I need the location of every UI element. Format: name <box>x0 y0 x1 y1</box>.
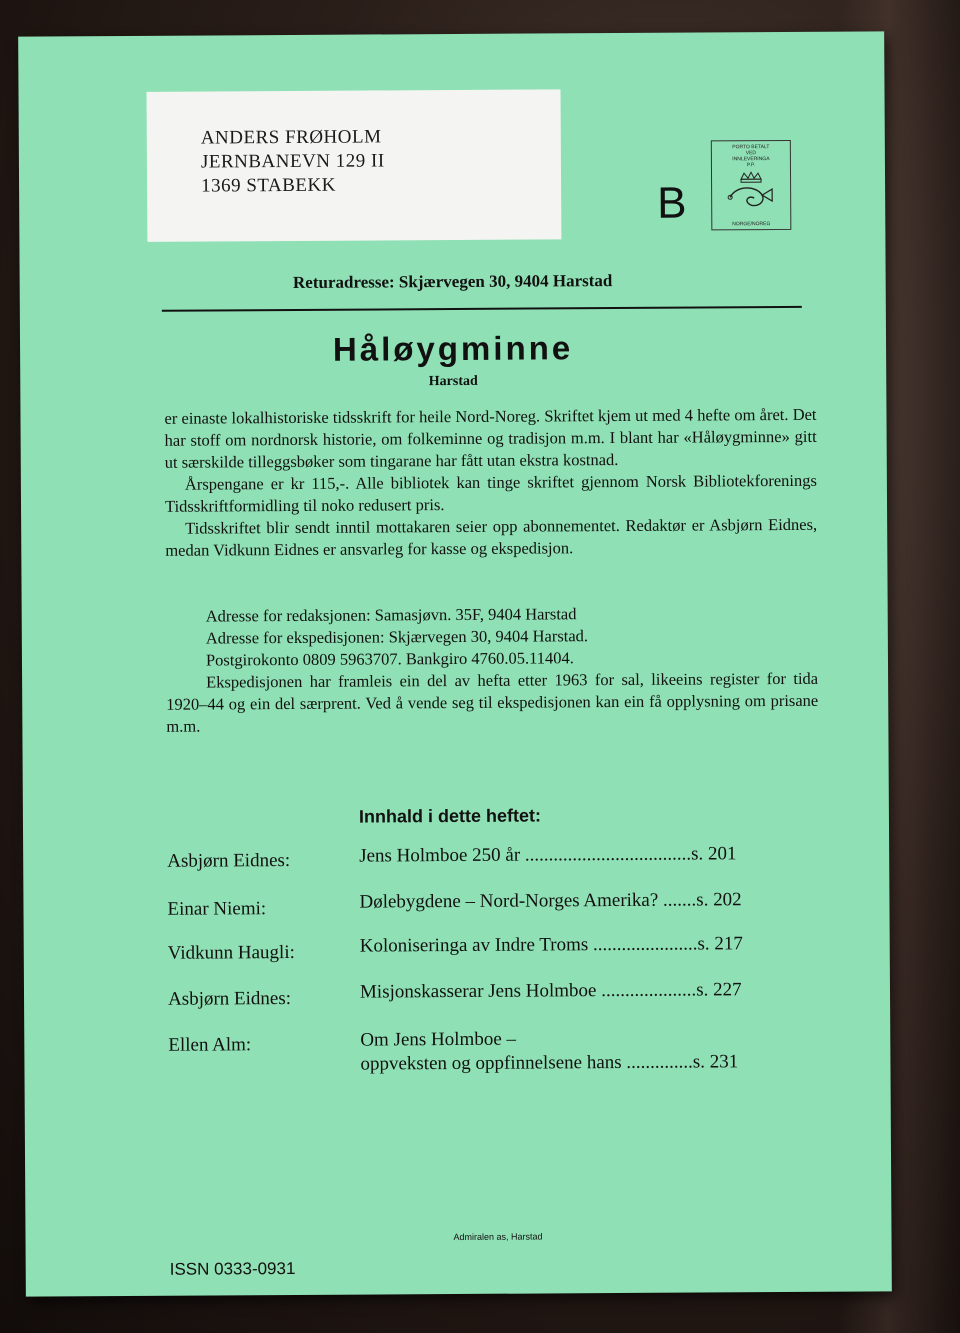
address-label <box>146 89 561 242</box>
toc-entry-continued: oppveksten og oppfinnelsene hans ..............s. 231 <box>360 1051 739 1075</box>
stamp-text-bottom: NORGE/NOREG <box>732 221 771 228</box>
toc-item <box>167 979 828 1010</box>
stamp-text-line4: P.P. <box>746 162 756 169</box>
journal-subtitle: Harstad <box>428 373 478 390</box>
toc-author: Asbjørn Eidnes: <box>167 850 291 872</box>
toc-entry: Misjonskasserar Jens Holmboe ....................s. 227 <box>359 979 742 1003</box>
toc-item <box>167 933 828 964</box>
return-address: Returadresse: Skjærvegen 30, 9404 Harstad <box>292 271 613 292</box>
toc-entry: Om Jens Holmboe – <box>360 1028 517 1051</box>
dispatch-address: Adresse for ekspedisjonen: Skjærvegen 30, 9404 Harstad. <box>205 626 589 648</box>
recipient-postcode-city: 1369 STABEKK <box>201 174 336 197</box>
toc-author: Einar Niemi: <box>167 898 267 920</box>
dispatch-note: Ekspedisjonen har framleis ein del av hefta etter 1963 for sal, likeeins register for tida 1920–44 og ein del særprent. Ved å vende seg til ekspedisjonen kan ein få opplysning om prisane m.m. <box>166 668 819 736</box>
recipient-name: ANDERS FRØHOLM <box>200 126 382 149</box>
toc-author: Asbjørn Eidnes: <box>167 988 292 1010</box>
toc-item <box>168 1028 828 1075</box>
journal-back-cover <box>18 31 892 1296</box>
recipient-street: JERNBANEVN 129 II <box>200 150 385 173</box>
journal-title: Håløygminne <box>332 329 574 368</box>
printer-credit: Admiralen as, Harstad <box>453 1231 543 1243</box>
toc-item <box>167 889 827 920</box>
toc-author: Ellen Alm: <box>168 1034 252 1056</box>
editorial-address: Adresse for redaksjonen: Samasjøvn. 35F, 9404 Harstad <box>205 604 577 626</box>
toc-entry: Dølebygdene – Nord-Norges Amerika? .......s. 202 <box>359 889 742 913</box>
postage-class-letter: B <box>657 178 687 228</box>
toc-entry: Koloniseringa av Indre Troms ......................s. 217 <box>359 933 743 957</box>
stamp-text-line3: INNLEVERINGA <box>732 156 770 163</box>
stamp-text-line2: VED <box>745 150 757 157</box>
stamp-text-top: PORTO BETALT <box>732 144 770 151</box>
divider <box>162 306 802 312</box>
issn: ISSN 0333-0931 <box>169 1258 296 1279</box>
description <box>164 404 817 562</box>
paragraph: Årspengane er kr 115,-. Alle bibliotek kan tinge skriftet gjennom Norsk Bibliotekforenings Tidsskriftformidling til noko redusert pris. <box>164 470 817 516</box>
paragraph: Tidsskriftet blir sendt inntil mottakaren seier opp abonnementet. Redaktør er Asbjørn Eidnes, medan Vidkunn Eidnes er ansvarleg for kasse og ekspedisjon. <box>165 514 818 560</box>
contact-block <box>166 602 819 738</box>
posthorn-crown-icon <box>726 171 776 217</box>
postage-paid-stamp <box>711 140 792 230</box>
toc-item <box>167 843 827 872</box>
toc-heading: Innhald i dette heftet: <box>358 805 541 827</box>
paragraph: er einaste lokalhistoriske tidsskrift for heile Nord-Noreg. Skriftet kjem ut med 4 hefte om året. Det har stoff om nordnorsk historie, om folkeminne og tradisjon m.m. I blant har «Håløygminne» gitt ut særskilde tilleggsbøker som tingarane har fått utan ekstra kostnad. <box>164 404 817 472</box>
toc-author: Vidkunn Haugli: <box>167 941 295 964</box>
toc-entry: Jens Holmboe 250 år ...................................s. 201 <box>359 843 737 867</box>
account-numbers: Postgirokonto 0809 5963707. Bankgiro 4760.05.11404. <box>205 648 574 670</box>
